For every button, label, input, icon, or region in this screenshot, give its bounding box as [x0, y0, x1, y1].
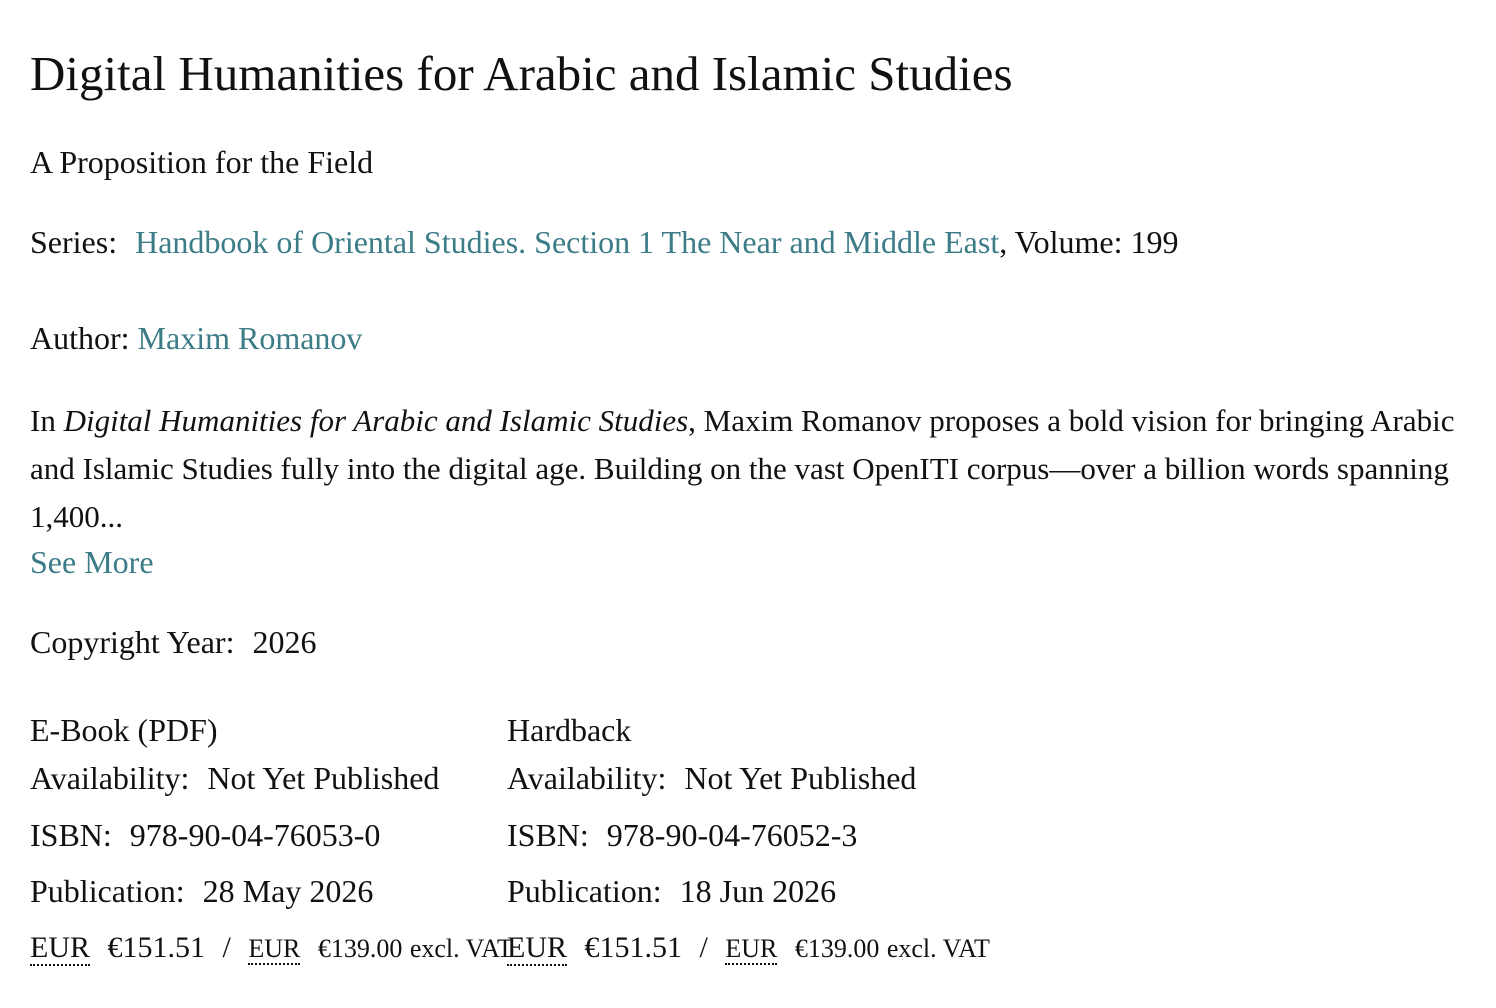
abstract-text: , Maxim Romanov proposes a bold vision for bringing Arabic and Islamic Studies fully into the digital age. Building on the vast OpenITI corpus—over a billion words spanning 1,400...: [30, 403, 1455, 534]
currency-abbr: EUR: [248, 934, 301, 963]
series-link[interactable]: Handbook of Oriental Studies. Section 1 The Near and Middle East: [135, 224, 1000, 260]
availability-row: [507, 758, 916, 798]
abstract-book-title: Digital Humanities for Arabic and Islamic Studies: [63, 403, 689, 438]
publication-row: [507, 871, 836, 911]
availability-label: Availability:: [30, 760, 190, 796]
series-label: Series:: [30, 224, 118, 260]
copyright-year: 2026: [252, 624, 317, 660]
price-incl-vat: €151.51: [584, 931, 682, 964]
availability-label: Availability:: [507, 760, 667, 796]
price-row: [507, 928, 990, 969]
price-separator: /: [699, 931, 708, 964]
isbn-row: [507, 815, 857, 855]
format-name: Hardback: [507, 712, 632, 748]
excl-vat-label: excl. VAT: [886, 934, 990, 963]
author-link[interactable]: Maxim Romanov: [137, 320, 363, 356]
price-incl-vat: €151.51: [107, 931, 205, 964]
abstract-prefix: In: [30, 403, 64, 438]
isbn-label: ISBN:: [30, 817, 112, 853]
availability-value: Not Yet Published: [684, 760, 917, 796]
series-line: [30, 222, 1178, 262]
availability-row: [30, 758, 439, 798]
author-label: Author:: [30, 320, 130, 356]
price-row: [30, 928, 513, 969]
currency-abbr: EUR: [30, 931, 90, 964]
publication-label: Publication:: [507, 873, 662, 909]
price-excl-vat: €139.00: [794, 934, 880, 963]
book-abstract: [30, 397, 1470, 541]
format-name: E-Book (PDF): [30, 712, 218, 748]
book-title: Digital Humanities for Arabic and Islamic Studies: [30, 46, 1013, 101]
book-subtitle: A Proposition for the Field: [30, 144, 374, 180]
volume-text: , Volume: 199: [999, 224, 1179, 260]
publication-value: 28 May 2026: [202, 873, 374, 909]
see-more-link[interactable]: See More: [30, 544, 154, 580]
availability-value: Not Yet Published: [207, 760, 440, 796]
price-excl-vat: €139.00: [317, 934, 403, 963]
copyright-line: [30, 622, 316, 662]
isbn-label: ISBN:: [507, 817, 589, 853]
publication-row: [30, 871, 373, 911]
publication-label: Publication:: [30, 873, 185, 909]
isbn-row: [30, 815, 380, 855]
copyright-label: Copyright Year:: [30, 624, 235, 660]
isbn-value: 978-90-04-76052-3: [606, 817, 858, 853]
currency-abbr: EUR: [507, 931, 567, 964]
excl-vat-label: excl. VAT: [409, 934, 513, 963]
currency-abbr: EUR: [725, 934, 778, 963]
price-separator: /: [222, 931, 231, 964]
author-line: [30, 318, 362, 358]
isbn-value: 978-90-04-76053-0: [129, 817, 381, 853]
publication-value: 18 Jun 2026: [679, 873, 837, 909]
